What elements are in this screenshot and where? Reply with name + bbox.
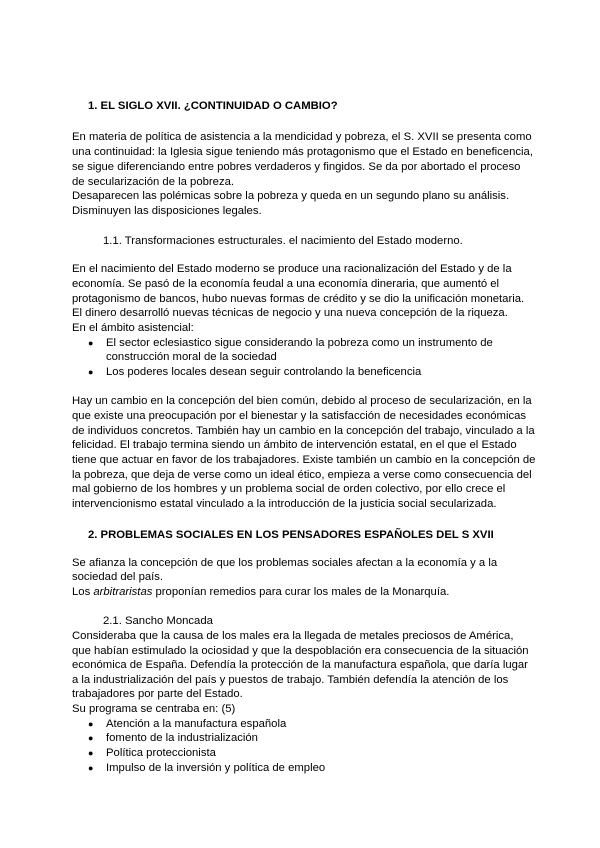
paragraph-line: Disminuyen las disposiciones legales. [72,205,262,217]
paragraph-line: Su programa se centraba en: (5) [72,703,236,715]
paragraph-line: la pobreza, que deja de verse como un ideal ético, empieza a verse como consecuencia del [72,469,532,481]
list-item-continuation: construcción moral de la sociedad [106,351,277,363]
paragraph-line: de secularización de la pobreza. [72,176,235,188]
italic-term: arbitraristas [93,586,153,598]
paragraph-line: una continuidad: la Iglesia sigue teniendo más protagonismo que el Estado en beneficencia, [72,146,533,158]
text-fragment: proponían remedios para curar los males de la Monarquía. [152,586,450,598]
paragraph-line: a la industrialización del país y puestos de trabajo. También defendía la atención de los [72,674,509,686]
bullet-icon: ● [88,719,94,729]
paragraph-line: En el nacimiento del Estado moderno se produce una racionalización del Estado y de la [72,263,512,275]
paragraph-line: Hay un cambio en la concepción del bien común, debido al proceso de secularización, en la [72,395,532,407]
paragraph-line-arbitristas [72,585,449,600]
paragraph-line: de individuos concretos. También hay un cambio en la concepción del trabajo, vinculado a la [72,425,535,437]
list-item: Los poderes locales desean seguir controlando la beneficencia [106,366,422,378]
paragraph-line: felicidad. El trabajo termina siendo un ámbito de intervención estatal, en el que el Estado [72,439,517,451]
paragraph-line: intervencionismo estatal vinculado a la introducción de la justicia social secularizada. [72,498,497,510]
paragraph-line: Desaparecen las polémicas sobre la pobreza y queda en un segundo plano su análisis. [72,190,510,202]
list-item: Impulso de la inversión y política de empleo [106,762,326,774]
bullet-icon: ● [88,733,94,743]
paragraph-line: En materia de política de asistencia a la mendicidad y pobreza, el S. XVII se presenta como [72,131,532,143]
paragraph-line: se sigue diferenciando entre pobres verdaderos y fingidos. Se da por abortado el proceso [72,161,521,173]
list-item: Atención a la manufactura española [106,718,287,730]
paragraph-line: que existe una preocupación por el bienestar y la satisfacción de necesidades económicas [72,410,527,422]
bullet-icon: ● [88,748,94,758]
paragraph-line: Se afianza la concepción de que los problemas sociales afectan a la economía y a la [72,557,498,569]
subsection-1-1-heading: 1.1. Transformaciones estructurales. el nacimiento del Estado moderno. [103,235,463,247]
subsection-2-1-heading: 2.1. Sancho Moncada [103,615,213,627]
paragraph-line: sociedad del país. [72,571,164,583]
paragraph-line: protagonismo de bancos, hubo nuevas formas de crédito y se dio la unificación monetaria. [72,293,525,305]
list-item: El sector eclesiastico sigue considerando la pobreza como un instrumento de [106,337,493,349]
paragraph-line: Consideraba que la causa de los males era la llegada de metales preciosos de América, [72,630,514,642]
paragraph-line: El dinero desarrolló nuevas técnicas de negocio y una nueva concepción de la riqueza. [72,307,508,319]
paragraph-line: tiene que actuar en favor de los trabajadores. Existe también un cambio en la concepción de [72,454,536,466]
paragraph-line: económica de España. Defendía la protección de la manufactura española, que daría lugar [72,659,528,671]
section-1-heading: 1. EL SIGLO XVII. ¿CONTINUIDAD O CAMBIO? [88,100,338,112]
paragraph-line: En el ámbito asistencial: [72,322,194,334]
text-fragment: Los [72,586,94,598]
list-item: fomento de la industrialización [106,732,258,744]
paragraph-line: mal gobierno de los hombres y un problema social de orden colectivo, por ello crece el [72,483,506,495]
bullet-icon: ● [88,367,94,377]
paragraph-line: trabajadores por parte del Estado. [72,688,243,700]
list-item: Política proteccionista [106,747,216,759]
paragraph-line: que habían estimulado la ociosidad y que la despoblación era consecuencia de la situación [72,645,529,657]
section-2-heading: 2. PROBLEMAS SOCIALES EN LOS PENSADORES ESPAÑOLES DEL S XVII [88,529,494,541]
paragraph-line: economía. Se pasó de la economía feudal a una economía dineraria, que aumentó el [72,278,500,290]
bullet-icon: ● [88,338,94,348]
bullet-icon: ● [88,763,94,773]
